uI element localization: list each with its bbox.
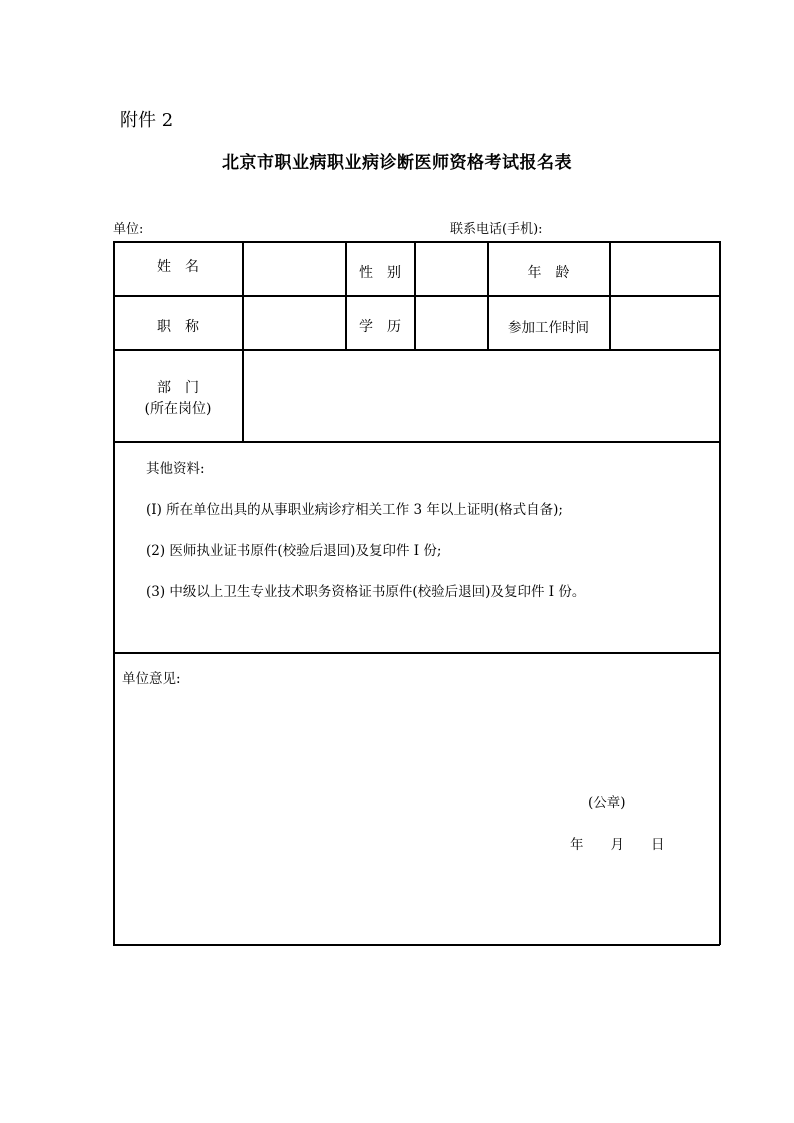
table-border-top — [113, 241, 720, 243]
department-sub-label: (所在岗位) — [144, 401, 212, 417]
phone-label: 联系电话(手机): — [450, 222, 543, 237]
work-start-label: 参加工作时间 — [508, 320, 589, 336]
professional-title-label: 职 称 — [157, 319, 199, 335]
professional-title-field[interactable] — [246, 300, 342, 346]
row-divider — [113, 441, 720, 443]
other-materials-heading: 其他资料: — [146, 461, 205, 477]
department-field[interactable] — [246, 354, 716, 438]
table-border-left — [113, 241, 115, 945]
column-divider — [414, 241, 416, 350]
gender-field[interactable] — [418, 246, 484, 292]
age-field[interactable] — [613, 246, 716, 292]
row-divider — [113, 349, 720, 351]
attachment-label: 附件 2 — [120, 110, 174, 131]
column-divider — [242, 241, 244, 442]
name-field[interactable] — [246, 246, 342, 292]
column-divider — [609, 241, 611, 350]
materials-item: (I) 所在单位出具的从事职业病诊疗相关工作 3 年以上证明(格式自备); — [146, 502, 563, 518]
unit-label: 单位: — [113, 222, 144, 237]
materials-item: (3) 中级以上卫生专业技术职务资格证书原件(校验后退回)及复印件 I 份。 — [146, 584, 586, 600]
gender-label: 性 别 — [359, 265, 401, 281]
row-divider — [113, 295, 720, 297]
age-label: 年 龄 — [527, 265, 570, 281]
table-border-bottom — [113, 944, 720, 946]
unit-opinion-field[interactable] — [118, 690, 716, 790]
materials-item: (2) 医师执业证书原件(校验后退回)及复印件 I 份; — [146, 543, 442, 559]
education-field[interactable] — [418, 300, 484, 346]
work-start-field[interactable] — [613, 300, 716, 346]
official-seal-label: (公章) — [588, 795, 626, 811]
department-label: 部 门 — [157, 380, 199, 396]
education-label: 学 历 — [359, 319, 401, 335]
name-label: 姓 名 — [157, 259, 199, 275]
table-border-right — [719, 241, 721, 945]
form-title: 北京市职业病职业病诊断医师资格考试报名表 — [222, 153, 572, 173]
row-divider — [113, 652, 720, 654]
date-label: 年 月 日 — [570, 837, 665, 853]
unit-opinion-heading: 单位意见: — [122, 671, 181, 687]
